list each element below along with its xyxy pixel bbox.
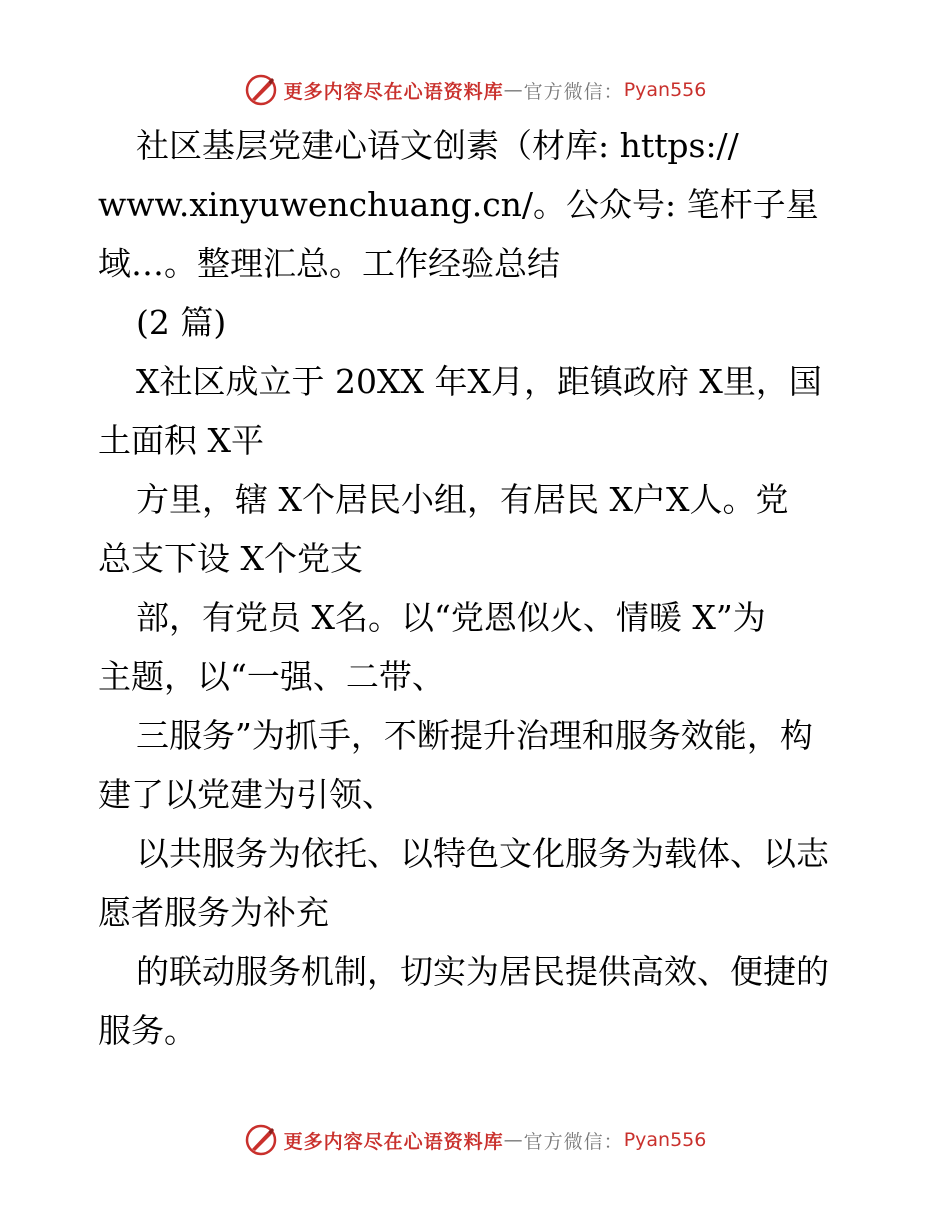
- header-banner: [0, 70, 950, 110]
- text-line: www.xinyuwenchuang.cn/。公众号: 笔杆子星: [98, 185, 819, 224]
- banner-wechat-id: Pyan556: [623, 1129, 707, 1151]
- banner-wechat-label: 官方微信：: [523, 80, 624, 103]
- text-line: 建了以党建为引领、: [98, 775, 395, 814]
- banner-main-text: 更多内容尽在心语资料库: [283, 80, 504, 103]
- banner-wechat-label: 官方微信：: [523, 1130, 624, 1153]
- text-line: 三服务”为抓手，不断提升治理和服务效能，构: [136, 716, 813, 755]
- banner-wechat-id: Pyan556: [623, 79, 707, 101]
- banner-dash: —: [503, 79, 524, 101]
- text-line: 以共服务为依托、以特色文化服务为载体、以志: [136, 834, 829, 873]
- banner-dash: —: [503, 1129, 524, 1151]
- quill-logo-icon: [244, 1123, 278, 1157]
- text-line: 方里，辖 X个居民小组，有居民 X户X人。党: [136, 480, 789, 519]
- text-line: X社区成立于 20XX 年X月，距镇政府 X里，国: [136, 362, 822, 401]
- text-line: 域…。整理汇总。工作经验总结: [98, 244, 560, 283]
- text-line: 部，有党员 X名。以“党恩似火、情暖 X”为: [136, 598, 766, 637]
- text-line: (2 篇): [136, 303, 227, 342]
- text-line: 愿者服务为补充: [98, 893, 329, 932]
- text-line: 主题，以“一强、二带、: [98, 657, 445, 696]
- text-line: 总支下设 X个党支: [98, 539, 363, 578]
- banner-main-text: 更多内容尽在心语资料库: [283, 1130, 504, 1153]
- quill-logo-icon: [244, 73, 278, 107]
- text-line: 社区基层党建心语文创素（材库: https://: [136, 126, 739, 165]
- text-line: 的联动服务机制，切实为居民提供高效、便捷的: [136, 952, 829, 991]
- footer-banner: [0, 1120, 950, 1160]
- text-line: 服务。: [98, 1011, 197, 1050]
- text-line: 土面积 X平: [98, 421, 264, 460]
